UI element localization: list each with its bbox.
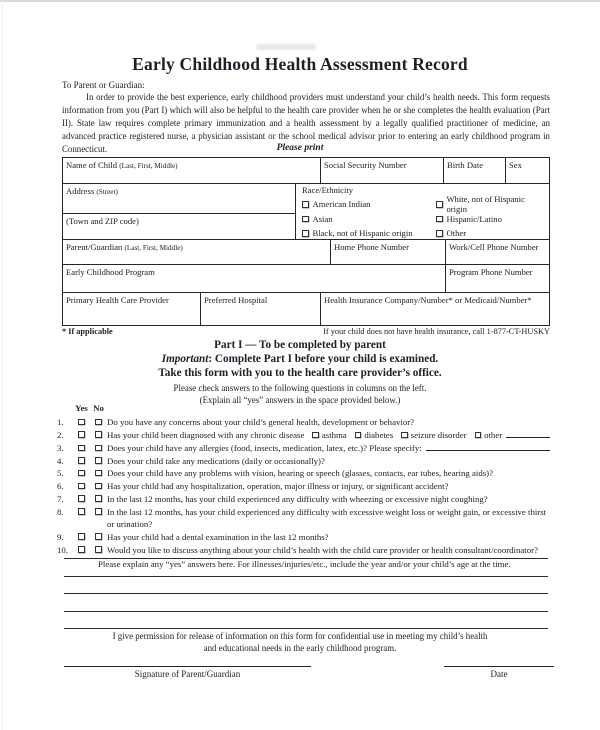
race-option-asian[interactable]	[302, 212, 436, 227]
table-row	[63, 158, 549, 184]
checkbox-icon[interactable]	[78, 419, 85, 426]
option-label: seizure disorder	[410, 429, 467, 440]
no-checkbox[interactable]	[90, 493, 107, 502]
yes-checkbox[interactable]	[73, 531, 90, 540]
yes-checkbox[interactable]	[73, 416, 90, 425]
field-label: Health Insurance Company/Number* or Medicaid/Number*	[324, 295, 532, 305]
race-option-white[interactable]	[436, 194, 546, 215]
yes-checkbox[interactable]	[73, 442, 90, 451]
race-label: Race/Ethnicity	[302, 185, 354, 195]
yes-column-label: Yes	[75, 403, 88, 413]
signature-section	[64, 666, 554, 679]
question-number: 10.	[57, 544, 68, 555]
question-row-2	[57, 429, 550, 442]
question-text: In the last 12 months, has your child experienced any difficulty with excessive weight loss or weight gain, or excessive thirst or urination?	[107, 506, 547, 530]
field-label: Work/Cell Phone Number	[449, 242, 539, 252]
table-row	[63, 240, 549, 265]
important-word: Important	[161, 353, 209, 365]
checkbox-icon[interactable]	[95, 508, 102, 515]
explain-instruction: Please explain any “yes” answers here. For illnesses/injuries/etc., include the year and/or your child’s age at the time.	[98, 558, 511, 569]
checkbox-icon[interactable]	[95, 445, 102, 452]
no-checkbox[interactable]	[90, 506, 107, 515]
important-rest: : Complete Part I before your child is examined.	[208, 353, 439, 365]
question-text: Would you like to discuss anything about your child’s health with the child care provider or health consultant/coordinator?	[107, 544, 538, 555]
yes-checkbox[interactable]	[73, 429, 90, 438]
checkbox-icon[interactable]	[436, 216, 443, 223]
explain-yes-note: (Explain all “yes” answers in the space provided below.)	[199, 395, 401, 405]
option-label: diabetes	[364, 429, 394, 440]
option-label: American Indian	[312, 199, 371, 210]
field-label: Home Phone Number	[334, 242, 409, 252]
question-text: Does your child take any medications (daily or occasionally)?	[107, 455, 325, 466]
field-sublabel: (Street)	[96, 188, 118, 196]
table-row	[63, 293, 549, 325]
question-row-7	[57, 493, 550, 506]
permission-statement-line1: I give permission for release of information on this form for confidential use in meeting my child’s health	[112, 631, 488, 641]
yes-no-header	[57, 403, 550, 415]
explanation-lines	[64, 542, 548, 629]
no-checkbox[interactable]	[90, 531, 107, 540]
part1-heading: Part I — To be completed by parent	[214, 339, 386, 351]
asthma-option[interactable]	[312, 429, 346, 442]
explanation-line[interactable]	[64, 559, 548, 576]
field-label: Preferred Hospital	[204, 295, 268, 305]
question-number: 2.	[57, 429, 64, 440]
no-column-label: No	[93, 403, 104, 413]
field-label: Primary Health Care Provider	[66, 295, 169, 305]
question-row-3	[57, 442, 550, 455]
checkbox-icon[interactable]	[78, 470, 85, 477]
checkbox-icon[interactable]	[95, 470, 102, 477]
home-phone-field[interactable]	[331, 240, 446, 264]
yes-checkbox[interactable]	[73, 493, 90, 502]
date-label: Date	[490, 669, 508, 679]
signature-label: Signature of Parent/Guardian	[134, 669, 241, 679]
question-text: Has your child had any hospitalization, operation, major illness or injury, or significant accident?	[107, 481, 449, 492]
question-number: 7.	[57, 493, 64, 504]
option-label: White, not of Hispanic origin	[446, 194, 525, 215]
option-label: Asian	[312, 213, 333, 224]
question-text-group	[107, 429, 550, 442]
checkbox-icon[interactable]	[302, 230, 309, 237]
salutation: To Parent or Guardian:	[62, 80, 145, 90]
sex-field[interactable]	[506, 158, 549, 183]
field-sublabel: (Last, First, Middle)	[119, 162, 178, 170]
question-text: Has your child had a dental examination in the last 12 months?	[107, 531, 329, 542]
question-row-8	[57, 506, 550, 531]
demographics-table	[62, 157, 550, 326]
yes-checkbox[interactable]	[73, 480, 90, 489]
field-label: Address	[66, 186, 95, 196]
question-row-1	[57, 416, 550, 429]
question-number: 8.	[57, 506, 64, 517]
question-text: Does your child have any problems with vision, hearing or speech (glasses, contacts, ear tubes, hearing aids)?	[107, 468, 493, 479]
question-number: 9.	[57, 531, 64, 542]
question-text: Do you have any concerns about your child’s general health, development or behavior?	[107, 417, 415, 427]
early-childhood-program-field[interactable]	[63, 265, 446, 292]
option-label: Hispanic/Latino	[446, 213, 502, 224]
check-answers-note: Please check answers to the following questions in columns on the left.	[173, 383, 427, 393]
race-option-american-indian[interactable]	[302, 197, 436, 212]
question-row-6	[57, 480, 550, 493]
checkbox-icon[interactable]	[355, 432, 362, 439]
question-number: 1.	[57, 417, 64, 427]
no-checkbox[interactable]	[90, 416, 107, 425]
page-title: Early Childhood Health Assessment Record	[132, 54, 468, 74]
checkbox-icon[interactable]	[401, 432, 408, 439]
checkbox-icon[interactable]	[78, 533, 85, 540]
question-number: 4.	[57, 455, 64, 466]
address-cell	[63, 184, 296, 239]
table-row	[63, 265, 549, 293]
field-sublabel: (Last, First, Middle)	[124, 244, 183, 252]
husky-note: If your child does not have health insurance, call 1-877-CT-HUSKY	[323, 327, 550, 336]
field-label: Early Childhood Program	[66, 267, 155, 277]
intro-paragraph: In order to provide the best experience, early childhood providers must understand your child’s health needs. This form requests information from you (Part I) which will also be helpful to the health care provider when he or she completes the health evaluation (Part II). State law requires complete primary immunization and a health assessment by a legally qualified practitioner of medicine, an advanced practice registered nurse, a physician assistant or the school medical advisor prior to entering an early childhood program in Connecticut.	[62, 92, 550, 154]
health-insurance-field[interactable]	[321, 293, 549, 325]
explanation-line[interactable]	[64, 577, 548, 594]
no-checkbox[interactable]	[90, 442, 107, 451]
field-label: Social Security Number	[324, 160, 407, 170]
scan-artifact	[256, 44, 316, 50]
preferred-hospital-field[interactable]	[201, 293, 321, 325]
field-label: Name of Child	[66, 160, 118, 170]
explanation-line[interactable]	[64, 612, 548, 629]
checkbox-icon[interactable]	[312, 432, 319, 439]
no-checkbox[interactable]	[90, 480, 107, 489]
checkbox-icon[interactable]	[302, 216, 309, 223]
checkbox-icon[interactable]	[436, 230, 443, 237]
question-number: 6.	[57, 481, 64, 492]
other-write-in-blank[interactable]	[506, 429, 550, 438]
field-label: Program Phone Number	[449, 267, 533, 277]
field-label: Parent/Guardian	[66, 242, 123, 252]
birth-date-field[interactable]	[444, 158, 506, 183]
diabetes-option[interactable]	[355, 429, 393, 442]
no-checkbox[interactable]	[90, 429, 107, 438]
field-label: Sex	[509, 160, 522, 170]
if-applicable-note: * If applicable	[62, 327, 113, 336]
question-row-5	[57, 467, 550, 480]
address-street-field[interactable]	[63, 184, 295, 214]
checkbox-icon[interactable]	[78, 431, 85, 438]
explanation-line[interactable]	[64, 594, 548, 611]
no-checkbox[interactable]	[90, 455, 107, 464]
option-label: asthma	[321, 429, 347, 440]
checkbox-icon[interactable]	[95, 495, 102, 502]
work-cell-phone-field[interactable]	[446, 240, 549, 264]
explanation-line[interactable]	[64, 542, 548, 559]
seizure-option[interactable]	[401, 429, 466, 442]
race-option-other[interactable]	[436, 226, 546, 241]
checkbox-icon[interactable]	[95, 533, 102, 540]
question-text: In the last 12 months, has your child experienced any difficulty with wheezing or excessive night coughing?	[107, 493, 488, 504]
checkbox-icon[interactable]	[78, 483, 85, 490]
question-text: Has your child been diagnosed with any chronic disease	[107, 430, 305, 441]
checkbox-icon[interactable]	[95, 483, 102, 490]
option-label: other	[484, 429, 503, 440]
other-option[interactable]	[475, 429, 503, 442]
field-label: (Town and ZIP code)	[66, 216, 139, 227]
part1-important-line	[0, 353, 600, 365]
checkbox-icon[interactable]	[436, 201, 443, 208]
program-phone-field[interactable]	[446, 265, 549, 292]
checkbox-icon[interactable]	[95, 419, 102, 426]
checkbox-icon[interactable]	[78, 495, 85, 502]
town-zip-field[interactable]	[63, 214, 295, 239]
checkbox-icon[interactable]	[78, 457, 85, 464]
option-label: Black, not of Hispanic origin	[312, 228, 413, 239]
permission-statement-line2: and educational needs in the early childhood program.	[203, 643, 397, 653]
please-print-note: Please print	[276, 143, 324, 153]
race-option-black[interactable]	[302, 226, 436, 241]
question-text-group	[107, 442, 550, 455]
primary-provider-field[interactable]	[63, 293, 201, 325]
scan-edge-left	[2, 0, 3, 730]
ssn-field[interactable]	[321, 158, 444, 183]
table-footnotes	[62, 327, 550, 336]
yes-checkbox[interactable]	[73, 467, 90, 476]
yes-checkbox[interactable]	[73, 506, 90, 515]
parent-guardian-field[interactable]	[63, 240, 331, 264]
checkbox-icon[interactable]	[302, 201, 309, 208]
field-label: Birth Date	[447, 160, 484, 170]
checkbox-icon[interactable]	[95, 457, 102, 464]
no-checkbox[interactable]	[90, 467, 107, 476]
checkbox-icon[interactable]	[78, 508, 85, 515]
table-row	[63, 184, 549, 240]
date-line[interactable]	[444, 666, 554, 679]
question-text: Does your child have any allergies (food, insects, medication, latex, etc.)? Please specify:	[107, 443, 422, 453]
scan-edge-top	[0, 0, 600, 2]
yes-checkbox[interactable]	[73, 455, 90, 464]
checkbox-icon[interactable]	[475, 432, 482, 439]
race-ethnicity-cell	[296, 184, 549, 239]
part1-take-form-line: Take this form with you to the health care provider’s office.	[158, 367, 442, 379]
name-of-child-field[interactable]	[63, 158, 321, 183]
specify-write-in-blank[interactable]	[426, 442, 550, 451]
checkbox-icon[interactable]	[78, 445, 85, 452]
checkbox-icon[interactable]	[95, 431, 102, 438]
question-row-4	[57, 455, 550, 468]
option-label: Other	[446, 228, 467, 239]
question-number: 5.	[57, 468, 64, 479]
signature-line[interactable]	[64, 666, 311, 679]
question-number: 3.	[57, 443, 64, 453]
